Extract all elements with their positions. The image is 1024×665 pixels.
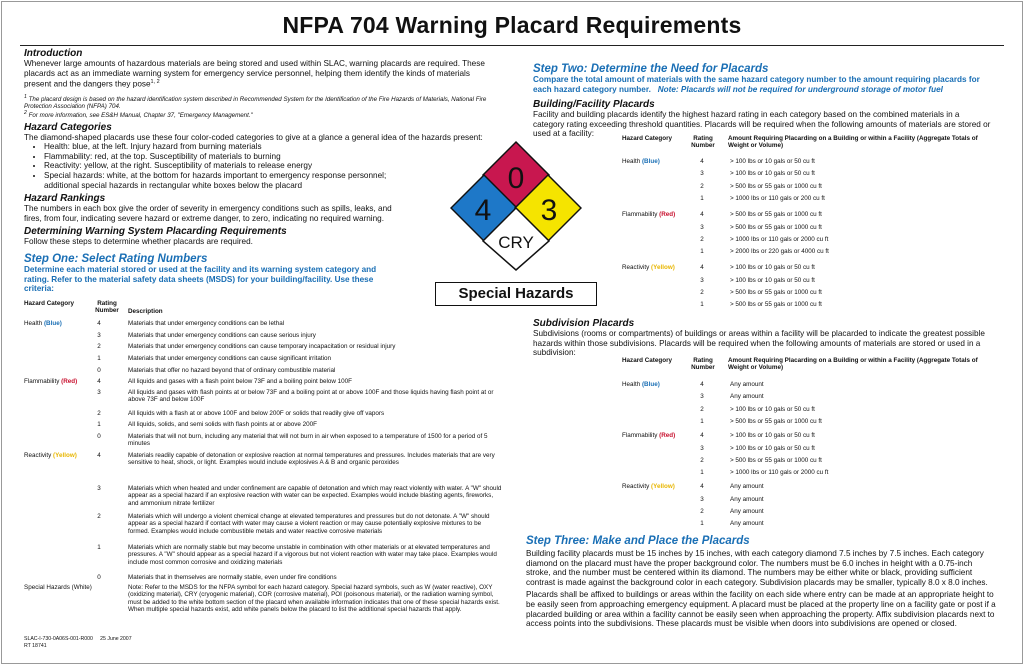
rating-number-cell: 2 — [97, 513, 101, 520]
amount-cell: > 100 lbs or 10 gals or 50 cu ft — [730, 276, 815, 284]
step2-subtext: Compare the total amount of materials with the same hazard category number to the amount requiring placards for each hazard category number. Note: Placards will not be required for underground storage of motor fuel — [533, 75, 980, 94]
amount-cell: > 500 lbs or 55 gals or 1000 cu ft — [730, 211, 822, 219]
rating-number-cell: 1 — [700, 194, 704, 202]
rating-number-cell: 2 — [97, 343, 101, 350]
rating-number-cell: 2 — [700, 405, 704, 413]
amount-cell: Any amount — [730, 495, 764, 503]
list-item: • Health: blue, at the left. Injury hazard from burning materials — [44, 142, 489, 152]
amount-cell: > 1000 lbs or 110 gals or 2000 cu ft — [730, 469, 829, 477]
amount-cell: Any amount — [730, 483, 764, 491]
subdivision-section — [533, 318, 993, 358]
rankings-heading: Hazard Rankings — [24, 193, 106, 205]
rating-number-cell: 4 — [97, 452, 101, 459]
rating-number-cell: 1 — [700, 520, 704, 528]
rating-number-cell: 4 — [97, 378, 101, 385]
description-cell: All liquids and gases with a flash point below 73F and a boiling point below 100F — [128, 378, 353, 385]
step2-heading: Step Two: Determine the Need for Placards — [533, 63, 769, 75]
rating-number-cell: 2 — [700, 289, 704, 296]
hazard-category-cell: Health (Blue) — [622, 381, 660, 388]
step1-heading: Step One: Select Rating Numbers — [24, 252, 208, 265]
rating-number-cell: 2 — [700, 182, 704, 190]
rating-number-cell: 4 — [97, 320, 101, 327]
amount-cell: > 100 lbs or 10 gals or 50 cu ft — [730, 264, 815, 272]
special-hazard-code: CRY — [498, 233, 534, 252]
rating-number-cell: 4 — [700, 381, 704, 388]
rating-number-cell: 2 — [700, 456, 704, 464]
description-cell: All liquids and gases with flash points at or below 73F and a boiling point at or above 100F and those liquids having flash point at or above 73F and below 100F — [128, 389, 494, 404]
amount-cell: > 100 lbs or 10 gals or 50 cu ft — [730, 170, 815, 178]
rating-number-cell: 3 — [700, 444, 704, 452]
amount-cell: > 1000 lbs or 110 gals or 2000 cu ft — [730, 235, 829, 243]
building-heading: Building/Facility Placards — [533, 99, 655, 111]
rating-number-cell: 2 — [97, 410, 101, 417]
categories-list — [24, 142, 489, 190]
amount-cell: > 100 lbs or 10 gals or 50 cu ft — [730, 405, 815, 413]
rating-number-cell: 3 — [97, 485, 101, 492]
subdivision-heading: Subdivision Placards — [533, 318, 635, 329]
rating-number-cell: 1 — [97, 355, 101, 362]
column-header-category: Hazard Category — [24, 300, 75, 307]
amount-cell: > 500 lbs or 55 gals or 1000 cu ft — [730, 301, 822, 309]
rating-number-cell: 3 — [700, 276, 704, 284]
rating-number-cell: 3 — [700, 170, 704, 178]
description-cell: Materials that under emergency conditions can cause significant irritation — [128, 355, 332, 362]
left-column-intro — [24, 48, 489, 294]
rating-number-cell: 4 — [700, 264, 704, 272]
categories-text: The diamond-shaped placards use these four color-coded categories to give at a glance a general idea of the hazards present: — [24, 132, 483, 142]
column-header-description: Description — [128, 308, 163, 315]
title-divider — [20, 45, 1004, 46]
hazard-category-cell: Health (Blue) — [622, 158, 660, 165]
amount-cell: Any amount — [730, 381, 764, 388]
hazard-category-cell: Special Hazards (White) — [24, 584, 92, 591]
subdivision-text: Subdivisions (rooms or compartments) of buildings or areas within a facility will be placarded to indicate the greatest possible hazards within those subdivisions. Placards will be required when the following amounts of materials are stored or used in a subdivision: — [533, 329, 985, 358]
description-cell: Materials that offer no hazard beyond that of ordinary combustible material — [128, 367, 336, 374]
rating-number-cell: 1 — [700, 469, 704, 477]
health-number: 4 — [474, 194, 492, 227]
rating-number-cell: 1 — [97, 544, 101, 551]
amount-cell: > 1000 lbs or 110 gals or 200 cu ft — [730, 194, 825, 202]
amount-cell: Any amount — [730, 520, 764, 528]
amount-cell: > 2000 lbs or 220 gals or 4000 cu ft — [730, 248, 829, 256]
amount-cell: > 100 lbs or 10 gals or 50 cu ft — [730, 432, 815, 440]
hazard-category-cell: Flammability (Red) — [24, 378, 78, 385]
amount-cell: Any amount — [730, 393, 764, 401]
rating-number-cell: 0 — [97, 433, 101, 440]
rating-number-cell: 1 — [700, 417, 704, 425]
amount-cell: > 100 lbs or 10 gals or 50 cu ft — [730, 158, 815, 165]
description-cell: Materials that under emergency conditions can cause temporary incapacitation or residual injury — [128, 343, 396, 350]
footer-doc-id: SLAC-I-730-0A06S-001-R000 25 June 2007 — [24, 636, 132, 642]
rating-number-cell: 3 — [97, 332, 101, 339]
amount-cell: > 500 lbs or 55 gals or 1000 cu ft — [730, 182, 822, 190]
special-hazards-caption: Special Hazards — [435, 282, 597, 306]
footnote-2: $^2$ For more information, see ES&H Manual, Chapter 37, "Emergency Management." — [24, 109, 253, 119]
description-cell: Materials that will not burn, including any material that will not burn in air when exposed to a temperature of 1500 for a period of 5 minutes — [128, 433, 488, 448]
categories-heading: Hazard Categories — [24, 121, 112, 133]
column-header-rating: Rating Number — [691, 357, 715, 372]
rating-number-cell: 4 — [700, 432, 704, 440]
rating-number-cell: 3 — [700, 495, 704, 503]
hazard-category-cell: Reactivity (Yellow) — [622, 483, 675, 491]
determining-text: Follow these steps to determine whether placards are required. — [24, 237, 253, 247]
list-item: • Flammability: red, at the top. Susceptibility of materials to burning — [44, 152, 489, 162]
determining-heading: Determining Warning System Placarding Requirements — [24, 226, 287, 238]
hazard-category-cell: Flammability (Red) — [622, 211, 676, 219]
building-text: Facility and building placards identify the highest hazard rating in each category based on the combined materials in a category rating exceeding threshold quantities. Placards will be required when the following amounts of materials are stored or used at a facility: — [533, 110, 991, 139]
amount-cell: > 500 lbs or 55 gals or 1000 cu ft — [730, 456, 822, 464]
rating-number-cell: 2 — [700, 235, 704, 243]
amount-cell: > 500 lbs or 55 gals or 1000 cu ft — [730, 223, 822, 231]
description-cell: Materials readily capable of detonation or explosive reaction at normal temperatures and pressures. Includes materials that are very sensitive to heat, shock, or light. Examples would include explosives A & B and organic peroxides — [128, 452, 495, 467]
footnote-1: $^1$ The placard design is based on the hazard identification system described in Recommended System for the Identification of the Fire Hazards of Materials, National Fire Protection Association (NFPA) 704. — [24, 93, 487, 110]
description-cell: All liquids with a flash at or above 100F and below 200F or solids that readily give off vapors — [128, 410, 385, 417]
list-item: • Special hazards: white, at the bottom for hazards important to emergency response personnel; additional special hazards in rectangular white boxes below the placard — [44, 171, 404, 190]
hazard-category-cell: Reactivity (Yellow) — [24, 452, 77, 459]
column-header-rating: Rating Number — [691, 135, 715, 150]
column-header-amount: Amount Requiring Placarding on a Building or within a Facility (Aggregate Totals of Weight or Volume) — [728, 357, 978, 372]
amount-cell: > 500 lbs or 55 gals or 1000 cu ft — [730, 417, 822, 425]
rating-number-cell: 3 — [97, 389, 101, 396]
hazard-category-cell: Flammability (Red) — [622, 432, 676, 440]
reactivity-number: 3 — [540, 194, 558, 227]
intro-text: Whenever large amounts of hazardous materials are being stored and used within SLAC, warning placards are required. These placards act as an immediate warning system for emergency service personnel, helping them identify the kinds of materials present and the dangers they pose$^{1, 2}$ — [24, 59, 485, 89]
description-cell: Materials that under emergency conditions can be lethal — [128, 320, 285, 327]
nfpa-placard-diamond — [450, 140, 582, 272]
rating-number-cell: 0 — [97, 367, 101, 374]
amount-cell: Any amount — [730, 508, 764, 515]
amount-cell: > 100 lbs or 10 gals or 50 cu ft — [730, 444, 815, 452]
rating-number-cell: 1 — [700, 248, 704, 256]
description-cell: Materials that under emergency conditions can cause serious injury — [128, 332, 316, 339]
flammability-number: 0 — [507, 162, 525, 195]
rating-number-cell: 3 — [700, 393, 704, 401]
rating-number-cell: 0 — [97, 574, 101, 581]
step3-heading: Step Three: Make and Place the Placards — [526, 535, 750, 547]
page-title: NFPA 704 Warning Placard Requirements — [282, 12, 742, 38]
rating-number-cell: 1 — [700, 301, 704, 309]
step3-paragraph-2: Placards shall be affixed to buildings or areas within the facility on each side where entry can be made at an appropriate height to be easily seen from approaching emergency equipment. A placard must be placed at the property line on a facility gate or post if a placarded building or area within a facility cannot be easily seen when approaching the property. Affix subdivision placards next to access points into the subdivisions. These placards must be visible when doors into subdivisions are opened or closed. — [526, 590, 996, 629]
step1-subtext: Determine each material stored or used at the facility and its warning system category and rating. Refer to the material safety data sheets (MSDS) for your building/facility. Use these criteria: — [24, 264, 377, 294]
description-cell: Materials which will undergo a violent chemical change at elevated temperatures and pressures but do not detonate. A "W" should appear as a special hazard if contact with water may cause a violent reaction or may cause potentially explosive mixtures to be formed. Examples would include combustible metals and water reactive corrosive materials — [128, 513, 490, 535]
rating-number-cell: 4 — [700, 483, 704, 491]
step3-paragraph-1: Building facility placards must be 15 inches by 15 inches, with each category diamond 7.5 inches by 7.5 inches. Each category diamond on the placard must have the proper background color. The numbers must be 6.0 inches in height with a 0.75-inch stroke, and the number must be centered within its diamond. The numbers may be either white or black, providing sufficient contrast is made against the background color in each category. Subdivision placards may be smaller, typically 8.0 x 8.0 inches. — [526, 549, 988, 587]
description-cell: Materials that in themselves are normally stable, even under fire conditions — [128, 574, 337, 581]
list-item: • Reactivity: yellow, at the right. Susceptibility of materials to release energy — [44, 161, 489, 171]
rating-number-cell: 4 — [700, 211, 704, 219]
column-header-rating: Rating Number — [95, 300, 119, 315]
rating-number-cell: 3 — [700, 223, 704, 231]
intro-heading: Introduction — [24, 48, 83, 59]
rating-number-cell: 1 — [97, 421, 101, 428]
hazard-category-cell: Health (Blue) — [24, 320, 62, 327]
right-column-step2 — [533, 63, 993, 139]
description-cell: All liquids, solids, and semi solids with flash points at or above 200F — [128, 421, 318, 428]
rating-number-cell: 2 — [700, 508, 704, 515]
step3-section — [526, 535, 998, 629]
column-header-category: Hazard Category — [622, 135, 673, 142]
column-header-amount: Amount Requiring Placarding on a Building or within a Facility (Aggregate Totals of Weight or Volume) — [728, 135, 978, 150]
rating-number-cell: 4 — [700, 158, 704, 165]
amount-cell: > 500 lbs or 55 gals or 1000 cu ft — [730, 289, 822, 296]
hazard-category-cell: Reactivity (Yellow) — [622, 264, 675, 272]
description-cell: Materials which when heated and under confinement are capable of detonation and which may react violently with water. A "W" should appear as a special hazard if an explosive reaction with water can be expected. Examples would include blasting agents, fireworks, and ammonium nitrate fertilizer — [128, 485, 502, 507]
description-cell: Note: Refer to the MSDS for the NFPA symbol for each hazard category. Special hazard symbols, such as W (water reactive), OXY (oxidizing material), CRY (cryogenic material), COR (corrosive material), POI (poisonous material), or the radiation warning symbol, must be added to the white bottom section of the placard when available information indicates that one of these special hazards exist. When multiple special hazards exist, add white panels below the placard to list the additional special hazards that apply. — [128, 584, 500, 614]
description-cell: Materials which are normally stable but may become unstable in combination with other materials or at elevated temperatures and pressures. A "W" should appear as a special hazard if a vigorous but not violent reaction with water may take place. Examples would include most common corrosive and oxidizing materials — [128, 544, 497, 566]
column-header-category: Hazard Category — [622, 357, 673, 364]
footer-rt: RT 18741 — [24, 643, 47, 649]
rankings-text: The numbers in each box give the order of severity in emergency conditions such as spills, leaks, and fires, from four, indicating severe hazard or extreme danger, to zero, indicating no required warning. — [24, 204, 392, 223]
